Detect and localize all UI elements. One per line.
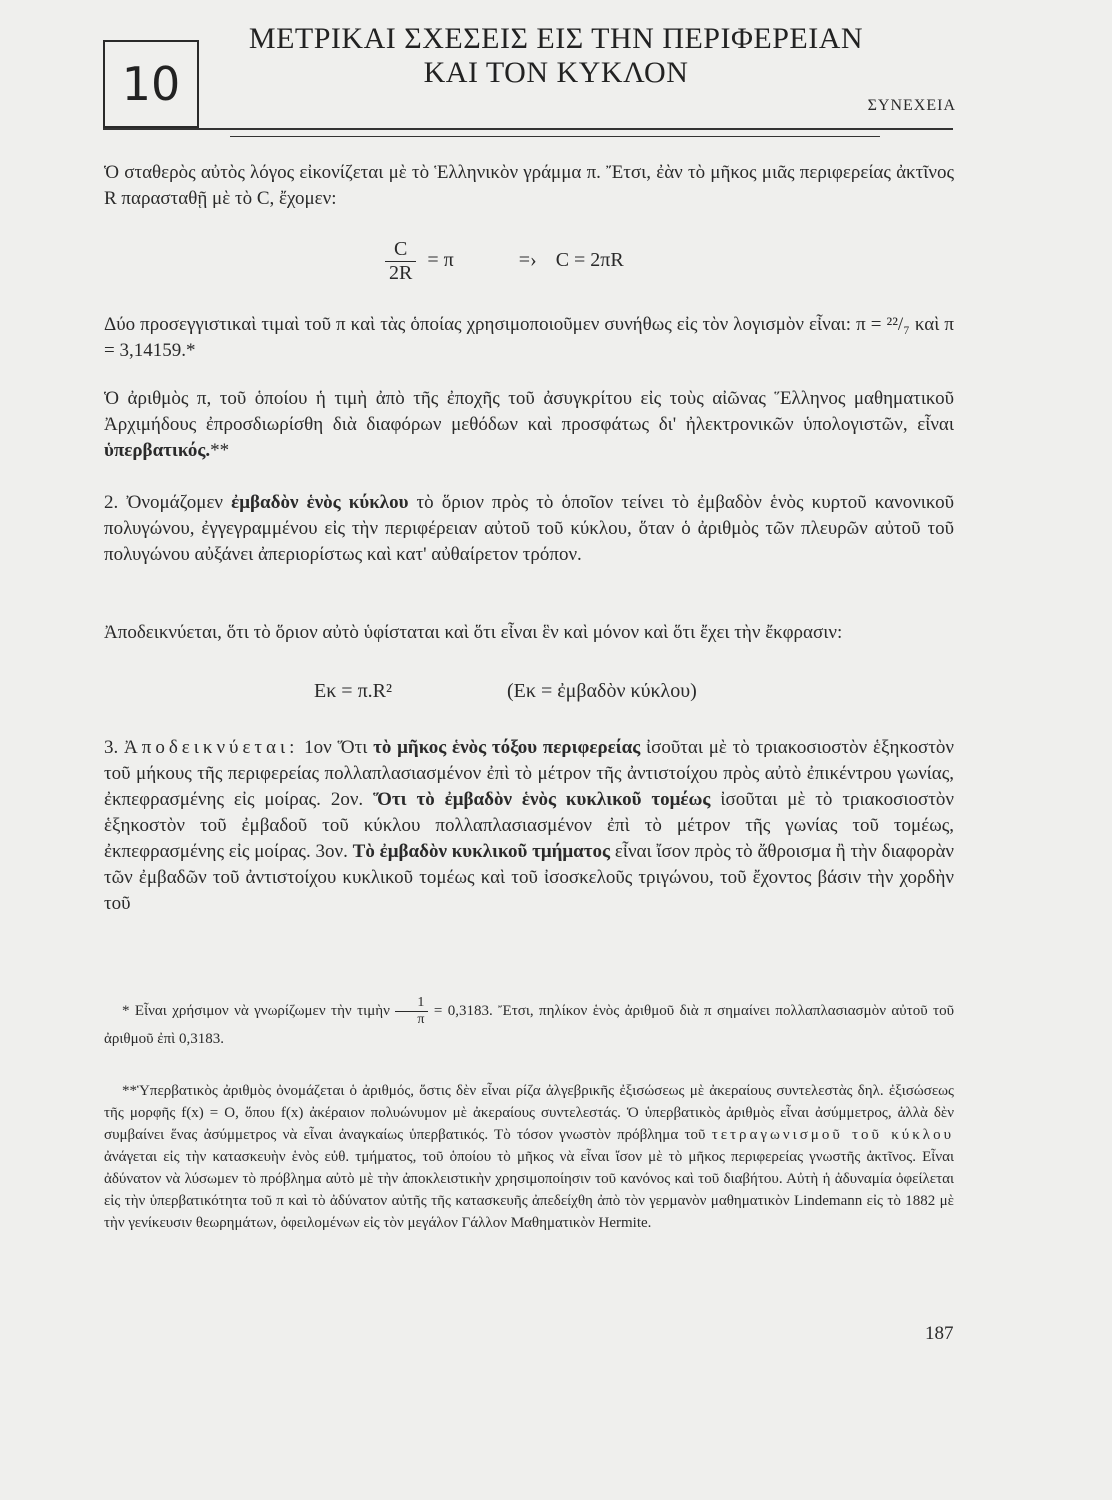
term-arc-length: τὸ μῆκος ἑνὸς τόξου περιφερείας (373, 737, 641, 758)
term-squaring-circle: τετραγωνισμοῦ τοῦ κύκλου (711, 1127, 954, 1143)
footnote-2: **Ὑπερβατικὸς ἀριθμὸς ὀνομάζεται ὁ ἀριθμός, ὅστις δὲν εἶναι ρίζα ἀλγεβρικῆς ἐξισώσεως μὲ ἀκεραίους συντελεστὰς δηλ. ἐξισώσεως τῆς μορφῆς f(x) = O, ὅπου f(x) ἀκέραιον πολυώνυμον μὲ ἀκεραίους συντελεστάς. Ὁ ὑπερβατικὸς ἀριθμὸς εἶναι ἀσύμμετρος, ἀλλὰ δὲν συμβαίνει ἕνας ἀσύμμετρος νὰ εἶναι ἀναγκαίως ὑπερβατικός. Τὸ τόσον γνωστὸν πρόβλημα τοῦ τετραγωνισμοῦ τοῦ κύκλου ἀνάγεται εἰς τὴν κατασκευὴν ἑνὸς εὐθ. τμήματος, τοῦ ὁποίου τὸ μῆκος νὰ εἶναι ἴσον μὲ τὸ μῆκος περιφερείας γνωστῆς ἀκτῖνος. Εἶναι ἀδύνατον νὰ λύσωμεν τὸ πρόβλημα αὐτὸ μὲ τὴν ἀποκλειστικὴν χρησιμοποίησιν τοῦ κανόνος καὶ τοῦ διαβήτου. Αὐτὴ ἡ ἀδυναμία ὀφείλεται εἰς τὴν ὑπερβατικότητα τοῦ π καὶ τὸ ἀδύνατον αὐτῆς τῆς κατασκευῆς ἀπεδείχθη ἀπὸ τὸν γερμανὸν μαθηματικὸν Lindemann εἰς τὸ 1882 μὲ τὴν γενίκευσιν θεωρημάτων, ὀφειλομένων εἰς τὸν μεγάλον Γάλλον Μαθηματικὸν Hermite. (104, 1083, 954, 1231)
paragraph-4: 2. Ὀνομάζομεν ἐμβαδὸν ἑνὸς κύκλου τὸ ὅριον πρὸς τὸ ὁποῖον τείνει τὸ ἐμβαδὸν ἑνὸς κυρτοῦ κανονικοῦ πολυγώνου, ἐγγεγραμμένου εἰς τὴν περιφέρειαν αὐτοῦ τοῦ κύκλου, ὅταν ὁ ἀριθμὸς τῶν πλευρῶν αὐτοῦ τοῦ πολυγώνου αὐξάνει ἀπεριορίστως καὶ κατ' αὐθαίρετον τρόπον. (104, 492, 954, 565)
header-rule (103, 128, 953, 130)
continuation-label: ΣΥΝΕΧΕΙΑ (867, 97, 956, 114)
formula-area-right: (Eκ = ἐμβαδὸν κύκλου) (507, 680, 697, 702)
proof-label: Ἀποδεικνύεται: (124, 737, 299, 758)
formula-circumference (385, 238, 624, 285)
chapter-number: 10 (121, 57, 181, 111)
page-number: 187 (925, 1323, 954, 1344)
term-circle-area: ἐμβαδὸν ἑνὸς κύκλου (231, 492, 409, 513)
formula-denominator: 2R (385, 261, 416, 285)
term-sector-area: Ὅτι τὸ ἐμβαδὸν ἑνὸς κυκλικοῦ τομέως (373, 789, 711, 810)
chapter-title-line-1: ΜΕΤΡΙΚΑΙ ΣΧΕΣΕΙΣ ΕΙΣ ΤΗΝ ΠΕΡΙΦΕΡΕΙΑΝ (248, 22, 864, 55)
formula-result: C = 2πR (555, 249, 624, 272)
formula-area-left: Eκ = π.R² (314, 680, 393, 702)
chapter-title (216, 22, 896, 90)
header-rule-thin (230, 136, 880, 137)
paragraph-1: Ὁ σταθερὸς αὐτὸς λόγος εἰκονίζεται μὲ τὸ Ἑλληνικὸν γράμμα π. Ἔτσι, ἐὰν τὸ μῆκος μιᾶς περιφερείας ἀκτῖνος R παρασταθῇ μὲ τὸ C, ἔχομεν: (104, 162, 954, 209)
paragraph-6: 3. Ἀποδεικνύεται: 1ον Ὅτι τὸ μῆκος ἑνὸς τόξου περιφερείας ἰσοῦται μὲ τὸ τριακοσιοστὸν ἑξηκοστὸν τοῦ μήκους τῆς περιφερείας πολλαπλασιασμένον ἐπὶ τὸ μέτρον τῆς ἀντιστοίχου πρὸς αὐτὸ ἐπικέντρου γωνίας, ἐκπεφρασμένης εἰς μοίρας. 2ον. Ὅτι τὸ ἐμβαδὸν ἑνὸς κυκλικοῦ τομέως ἰσοῦται μὲ τὸ τριακοσιοστὸν ἑξηκοστὸν τοῦ ἐμβαδοῦ τοῦ κύκλου πολλαπλασιασμένον ἐπὶ τὸ μέτρον τῆς γωνίας τοῦ τομέως, ἐκπεφρασμένης εἰς μοίρας. 3ον. Τὸ ἐμβαδὸν κυκλικοῦ τμήματος εἶναι ἴσον πρὸς τὸ ἄθροισμα ἢ τὴν διαφορὰν τῶν ἐμβαδῶν τοῦ ἀντιστοίχου κυκλικοῦ τομέως καὶ τοῦ ἰσοσκελοῦς τριγώνου, τοῦ ἔχοντος βάσιν τὴν χορδὴν τοῦ (104, 737, 955, 914)
chapter-number-box (103, 40, 199, 128)
formula-fraction (385, 238, 416, 285)
paragraph-3: Ὁ ἀριθμὸς π, τοῦ ὁποίου ἡ τιμὴ ἀπὸ τῆς ἐποχῆς τοῦ ἀσυγκρίτου εἰς τοὺς αἰῶνας Ἕλληνος μαθηματικοῦ Ἀρχιμήδους ἐπροσδιωρίσθη διὰ διαφόρων μεθόδων καὶ προσφάτως δι' ἠλεκτρονικῶν ὑπολογιστῶν, εἶναι ὑπερβατικός.** (104, 388, 954, 461)
formula-equals-pi: = π (427, 249, 454, 272)
term-segment-area: Τὸ ἐμβαδὸν κυκλικοῦ τμήματος (352, 841, 611, 862)
formula-area (314, 680, 697, 703)
paragraph-5: Ἀποδεικνύεται, ὅτι τὸ ὅριον αὐτὸ ὑφίσταται καὶ ὅτι εἶναι ἓν καὶ μόνον καὶ ὅτι ἔχει τὴν ἔκφρασιν: (104, 622, 843, 643)
chapter-title-line-2: ΚΑΙ ΤΟΝ ΚΥΚΛΟΝ (423, 56, 689, 89)
term-transcendental: ὑπερβατικός. (104, 440, 211, 461)
footnote-1: * Εἶναι χρήσιμον νὰ γνωρίζωμεν τὴν τιμὴν $\frac{1}{\pi}$ = 0,3183. Ἔτσι, πηλίκον ἑνὸς ἀριθμοῦ διὰ π σημαίνει πολλαπλασιασμὸν αὐτοῦ τοῦ ἀριθμοῦ ἐπὶ 0,3183. (104, 995, 955, 1047)
paragraph-2: Δύο προσεγγιστικαὶ τιμαὶ τοῦ π καὶ τὰς ὁποίας χρησιμοποιοῦμεν συνήθως εἰς τὸν λογισμὸν εἶναι: π = ²²/₇ καὶ π = 3,14159.* (104, 314, 954, 361)
footnote-fraction: $\frac{1}{\pi}$ (395, 995, 428, 1028)
formula-numerator: C (394, 238, 408, 260)
formula-arrow: =› (518, 249, 537, 272)
